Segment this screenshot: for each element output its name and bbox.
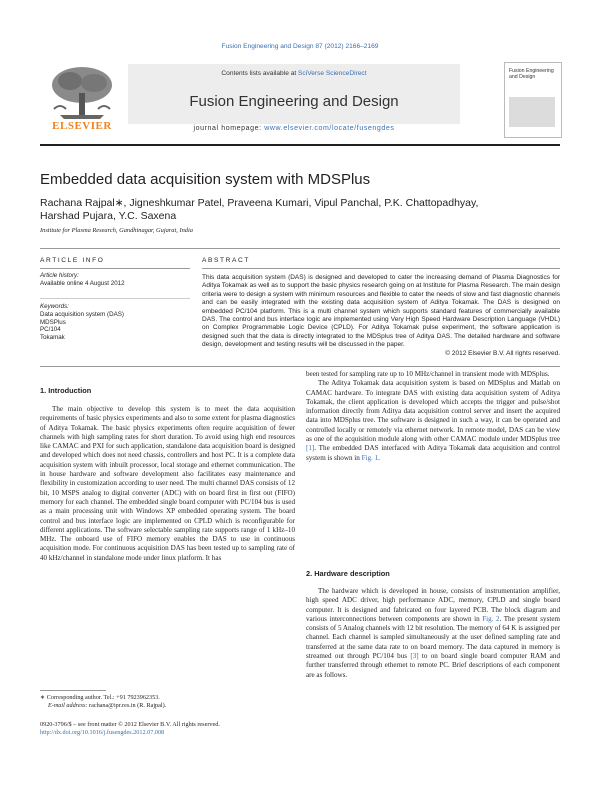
- intro-p2-text: The Aditya Tokamak data acquisition system is based on MDSplus and Matlab on CAMAC hardware. To integrate DAS with existing data acquisition system of Aditya Tokamak, the client application is developed which accepts the trigger and pulse/shot information directly from Aditya data acquisition control server and insert the acquired data into MDSplus tree. The software is designed in such a way, it can be operated and controlled locally or remotely via ethernet network. In remote model, DAS can be view as one of the acquisition module along with other CAMAC module under MDSplus tree: [306, 379, 560, 444]
- journal-name: Fusion Engineering and Design: [189, 93, 399, 110]
- intro-p2-mid: . The embedded DAS interfaced with Aditya Tokamak data acquisition and control system is shown in: [306, 444, 560, 462]
- keyword-item: Data acquisition system (DAS): [40, 310, 124, 318]
- keywords-label: Keywords:: [40, 303, 69, 310]
- reference-link-1[interactable]: [1]: [306, 444, 315, 453]
- figure-1-link[interactable]: Fig. 1: [361, 453, 379, 462]
- intro-paragraph-1-continued: been tested for sampling rate up to 10 MHz/channel in transient mode with MDSplus.: [306, 370, 550, 378]
- author-list: [40, 197, 560, 223]
- authors-line-2: Harshad Pujara, Y.C. Saxena: [40, 210, 177, 222]
- hardware-heading: 2. Hardware description: [306, 569, 390, 578]
- abstract-rule: [202, 268, 560, 269]
- hardware-paragraph-1: [306, 587, 560, 680]
- homepage-prefix: journal homepage:: [193, 125, 265, 132]
- sciencedirect-link[interactable]: SciVerse ScienceDirect: [298, 70, 367, 77]
- intro-column-left: [40, 405, 295, 563]
- history-value: Available online 4 August 2012: [40, 279, 125, 287]
- intro-p2-end: .: [378, 453, 380, 462]
- contents-prefix: Contents lists available at: [221, 70, 299, 77]
- body-rule: [40, 366, 560, 367]
- publisher-wordmark: ELSEVIER: [52, 120, 112, 132]
- header-rule: [40, 144, 560, 146]
- hw-p1-mid: . The present system consists of 5 Analog channels with 12 bit resolution. The memory of 64 K is assigned per channel. Each channel is sampled simultaneously at the user defined sampling rate and transferred at the same data rate to on board memory. The data captured in memory is streamed out through PC/104 bus: [306, 614, 561, 661]
- article-info-rule: [40, 268, 190, 269]
- issn-footer: [40, 721, 340, 737]
- email-address[interactable]: rachana@ipr.res.in (R. Rajpal).: [87, 702, 167, 709]
- authors-line-1: Rachana Rajpal∗, Jigneshkumar Patel, Praveena Kumari, Vipul Panchal, P.K. Chattopadhyay,: [40, 197, 479, 209]
- intro-paragraph-1: The main objective to develop this system is to meet the data acquisition requirements of basic physics experiments and also to some extent for plasma diagnostics of Aditya Tokamak. The basic physics experiments often require acquisition of fewer channels with high sampling rates for short duration. To avoid using high end resources like CAMAC and PXI for such application, standalone data acquisition board is designed and developed which does not need chassis, controllers and host PC. It is a complete data acquisition system with inbuilt processor, local storage and ethernet communication. The in house hardware and software development also facilitates easy maintenance and flexibility in customization according to user need. The multi channel DAS consists of 12 bit, 10 MSPS analog to digital converter (ADC) with on board first in first out (FIFO) memory for each channel. The embedded single board computer with PC/104 bus is used as a main processing unit with Windows XP embedded operating system. The board control and bus interface logic are implemented on CPLD which is reconfigurable for different applications. The software selectable sampling rate supports range of 1 kHz–10 MHz. The onboard use of FIFO memory enables the DAS to use in continuous acquisition mode. For continuous acquisition DAS has been tested up to sampling rate of 40 kHz/channel in standalone mode under linux platform. It has: [40, 405, 295, 562]
- keywords-rule: [40, 298, 190, 299]
- article-info-heading: ARTICLE INFO: [40, 257, 105, 264]
- journal-citation: Fusion Engineering and Design 87 (2012) 2166–2169: [221, 43, 379, 50]
- keyword-item: Tokamak: [40, 334, 65, 342]
- reference-link-3[interactable]: [3]: [410, 652, 419, 661]
- contents-line: [128, 70, 460, 77]
- journal-homepage: [128, 125, 460, 132]
- intro-column-right: [306, 370, 560, 463]
- cover-image: [509, 97, 555, 127]
- corresponding-author-note: ∗ Corresponding author. Tel.: +91 7923962353.: [40, 694, 160, 701]
- footnote: [40, 694, 295, 710]
- email-note: [40, 702, 295, 710]
- article-title: Embedded data acquisition system with MDSPlus: [40, 171, 371, 188]
- affiliation-rule: [40, 248, 560, 249]
- affiliation: Institute for Plasma Research, Gandhinagar, Gujarat, India: [40, 227, 193, 234]
- figure-2-link[interactable]: Fig. 2: [482, 614, 500, 623]
- intro-heading: 1. Introduction: [40, 386, 92, 395]
- issn-line: 0920-3796/$ – see front matter © 2012 Elsevier B.V. All rights reserved.: [40, 721, 220, 728]
- hw-p1-end: to on board single board computer RAM and further transferred through ethernet to remote PC. Brief descriptions of each component are as follows.: [306, 652, 560, 679]
- keyword-item: MDSPlus: [40, 318, 66, 326]
- abstract-text: This data acquisition system (DAS) is designed and developed to cater the increasing demand of Plasma Diagnostics for Aditya Tokamak as well as to support the basic physics research going on at Institute for Plasma Research. The main design criteria were to design a system with minimum resources and flexible to cater the needs of slow and fast diagnostic channels and can be easily integrated with the existing data acquisition system of Aditya Tokamak. The DAS is designed on embedded PC/104 platform. This is a multi channel system which supports standard features of commercially available DAS. The control and bus interface logic are implemented using Very High Speed Hardware Description Language (VHDL) on Complex Programmable Logic Device (CPLD). For Aditya Tokamak pulse experiment, the software application is designed such that the data is directly integrated to the MDSplus tree of Aditya DAS. The detailed hardware and software design, development and testing results will be discussed in the paper.: [202, 274, 560, 349]
- footnote-rule: [40, 690, 106, 691]
- article-history: [40, 272, 190, 288]
- intro-paragraph-2: [306, 379, 560, 463]
- abstract-copyright: © 2012 Elsevier B.V. All rights reserved.: [445, 350, 560, 357]
- hardware-column: [306, 587, 560, 680]
- hw-p1-text: The hardware which is developed in house, consists of instrumentation amplifier, high speed ADC driver, high performance ADC, memory, CPLD and single board computer. It is designed and fabricated on four layered PCB. The block diagram and various interconnections between components are shown in: [306, 587, 560, 623]
- keyword-item: PC/104: [40, 326, 61, 334]
- journal-cover-thumbnail: [504, 62, 562, 138]
- email-label: E-mail address:: [48, 702, 88, 709]
- abstract-heading: ABSTRACT: [202, 257, 250, 264]
- cover-title: Fusion Engineering and Design: [509, 68, 554, 80]
- keywords-block: [40, 303, 190, 342]
- history-label: Article history:: [40, 272, 79, 279]
- doi-link[interactable]: http://dx.doi.org/10.1016/j.fusengdes.2012.07.008: [40, 729, 165, 736]
- homepage-link[interactable]: www.elsevier.com/locate/fusengdes: [264, 125, 395, 132]
